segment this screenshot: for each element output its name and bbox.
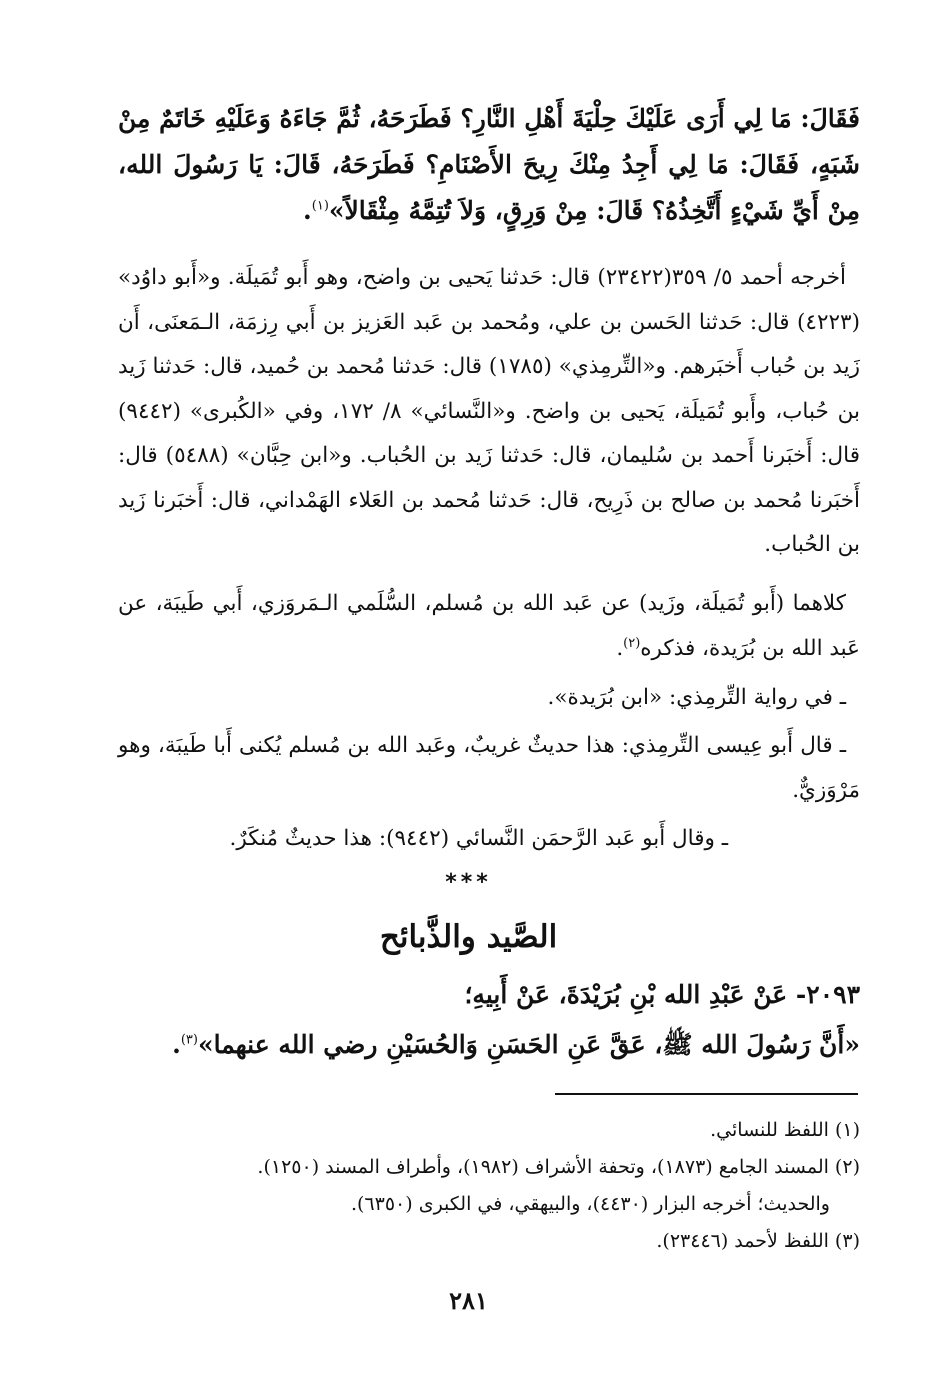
note-item: ـ في رواية التِّرمِذي: «ابن بُرَيدة». [547, 685, 846, 710]
footnote-divider [555, 1093, 858, 1095]
hadith-matn-text: «أَنَّ رَسُولَ الله ﷺ، عَقَّ عَنِ الحَسَنِ وَالحُسَيْنِ رضي الله عنهما» [197, 1030, 860, 1059]
isnad-paragraph: كلاهما (أَبو تُمَيلَة، وزَيد) عن عَبد الله بن مُسلم، السُّلَمي الـمَروَزي، أَبي طَيبَة، عن عَبد الله بن بُرَيدة، فذكره$^{(٢)}$. [118, 591, 860, 661]
footnotes [118, 1112, 860, 1260]
footnote-2-continued: والحديث؛ أخرجه البزار (٤٤٣٠)، والبيهقي، في الكبرى (٦٣٥٠). [350, 1193, 830, 1215]
hadith-header: ٢٠٩٣- عَنْ عَبْدِ الله بْنِ بُرَيْدَةَ، عَنْ أَبِيهِ؛ [464, 980, 860, 1009]
takhrij-paragraph: أخرجه أحمد ٥/ ٣٥٩(٢٣٤٢٢) قال: حَدثنا يَحيى بن واضح، وهو أَبو تُمَيلَة. و«أَبو داوُد» (٤٢٢٣) قال: حَدثنا الحَسن بن علي، ومُحمد بن عَبد العَزيز بن أَبي رِزمَة، الـمَعنَى، أَن زَيد بن حُباب أَخبَرهم. و«التِّرمِذي» (١٧٨٥) قال: حَدثنا مُحمد بن حُميد، قال: حَدثنا زَيد بن حُباب، وأَبو تُمَيلَة، يَحيى بن واضح. و«النَّسائي» ٨/ ١٧٢، وفي «الكُبرى» (٩٤٤٢) قال: أَخبَرنا أَحمد بن سُليمان، قال: حَدثنا زَيد بن الحُباب. و«ابن حِبَّان» (٥٤٨٨) قال: أَخبَرنا مُحمد بن صالح بن ذَرِيح، قال: حَدثنا مُحمد بن العَلاء الهَمْداني، قال: أَخبَرنا زَيد بن الحُباب. [118, 265, 861, 557]
footnote-1: (١) اللفظ للنسائي. [710, 1119, 860, 1141]
footnote-3: (٣) اللفظ لأحمد (٢٣٤٤٦). [656, 1230, 860, 1252]
footnote-2: (٢) المسند الجامع (١٨٧٣)، وتحفة الأشراف (١٩٨٢)، وأطراف المسند (١٢٥٠). [257, 1156, 860, 1178]
note-item: ـ قال أَبو عِيسى التِّرمِذي: هذا حديثٌ غريبٌ، وعَبد الله بن مُسلم يُكنى أَبا طَيبَة، وهو مَرْوَزيٌّ. [118, 733, 860, 803]
note-item: ـ وقال أَبو عَبد الرَّحمَن النَّسائي (٩٤٤٢): هذا حديثٌ مُنكَرٌ. [229, 826, 728, 851]
footnote-marker-1: (١) [311, 198, 329, 214]
footnote-marker-3: (٣) [180, 1032, 198, 1048]
matn-text: فَقَالَ: مَا لِي أَرَى عَلَيْكَ حِلْيَةَ أَهْلِ النَّارِ؟ فَطَرَحَهُ، ثُمَّ جَاءَهُ وَعَلَيْهِ خَاتَمٌ مِنْ شَبَهٍ، فَقَالَ: مَا لِي أَجِدُ مِنْكَ رِيحَ الأَصْنَامِ؟ فَطَرَحَهُ، قَالَ: يَا رَسُولَ الله، مِنْ أَيِّ شَيْءٍ أَتَّخِذُهُ؟ قَالَ: مِنْ وَرِقٍ، وَلاَ تُتِمَّهُ مِثْقَالاً» [118, 104, 860, 225]
notes-list [118, 672, 860, 865]
page-number: ٢٨١ [449, 1286, 488, 1315]
chapter-title: الصَّيد والذَّبائح [379, 919, 558, 955]
hadith-matn-continuation: فَقَالَ: مَا لِي أَرَى عَلَيْكَ حِلْيَةَ أَهْلِ النَّارِ؟ فَطَرَحَهُ، ثُمَّ جَاءَهُ وَعَلَيْهِ خَاتَمٌ مِنْ شَبَهٍ، فَقَالَ: مَا لِي أَجِدُ مِنْكَ رِيحَ الأَصْنَامِ؟ فَطَرَحَهُ، قَالَ: يَا رَسُولَ الله، مِنْ أَيِّ شَيْءٍ أَتَّخِذُهُ؟ قَالَ: مِنْ وَرِقٍ، وَلاَ تُتِمَّهُ مِثْقَالاً»$^{(١)}$. [118, 104, 860, 225]
isnad-text: كلاهما (أَبو تُمَيلَة، وزَيد) عن عَبد الله بن مُسلم، السُّلَمي الـمَروَزي، أَبي طَيبَة، عن عَبد الله بن بُرَيدة، فذكره [118, 591, 860, 661]
hadith-text: «أَنَّ رَسُولَ الله ﷺ، عَقَّ عَنِ الحَسَنِ وَالحُسَيْنِ رضي الله عنهما»$^{(٣)}$. [172, 1030, 860, 1059]
footnote-marker-2: (٢) [623, 635, 641, 651]
section-separator: *** [445, 870, 492, 895]
